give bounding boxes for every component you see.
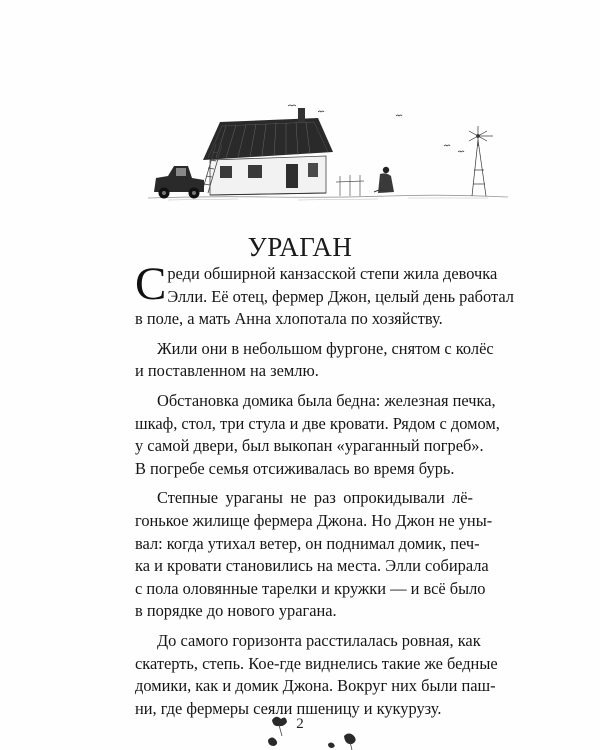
text-line: Обстановка домика была бедна: железная печка, — [157, 390, 496, 410]
chapter-text — [135, 258, 514, 720]
paragraph — [135, 390, 500, 480]
page-number: 2 — [296, 716, 304, 732]
text-line: ка и кровати становились на места. Элли собирала — [135, 556, 489, 576]
woman-figure-icon — [374, 167, 394, 193]
text-line: В погребе семья отсиживалась во время бурь. — [135, 458, 455, 478]
text-line: Жили они в небольшом фургоне, снятом с колёс — [157, 338, 494, 358]
paragraph — [135, 338, 494, 383]
text-line: Элли. Её отец, фермер Джон, целый день работал — [167, 286, 514, 306]
text-line: Степные ураганы не раз опрокидывали лё- — [157, 488, 473, 508]
drop-cap: С — [135, 258, 167, 310]
text-line: с пола оловянные тарелки и кружки — и всё было — [135, 578, 486, 598]
text-line: и поставленном на землю. — [135, 361, 319, 381]
text-line: в поле, а мать Анна хлопотала по хозяйству. — [135, 309, 443, 329]
text-line: вал: когда утихал ветер, он поднимал домик, печ- — [135, 533, 480, 553]
text-line: гонькое жилище фермера Джона. Но Джон не уны- — [135, 510, 493, 530]
text-line: шкаф, стол, три стула и две кровати. Рядом с домом, — [135, 413, 500, 433]
house-roof-icon — [203, 108, 333, 160]
text-line: у самой двери, был выкопан «ураганный погреб». — [135, 436, 484, 456]
paragraph — [135, 258, 514, 331]
truck-icon — [154, 166, 204, 199]
text-line: в порядке до нового урагана. — [135, 601, 337, 621]
text-line: ни, где фермеры сеяли пшеницу и кукурузу. — [135, 698, 442, 718]
text-line: домики, как и домик Джона. Вокруг них были паш- — [135, 676, 496, 696]
windmill-icon — [469, 126, 493, 196]
paragraph — [135, 487, 493, 623]
text-line: До самого горизонта расстилалась ровная, как — [157, 630, 481, 650]
text-line: реди обширной канзасской степи жила девочка — [167, 264, 498, 283]
chapter-title: УРАГАН — [247, 232, 353, 262]
text-line: скатерть, степь. Кое-где виднелись такие же бедные — [135, 653, 498, 673]
farmhouse-illustration — [148, 100, 508, 215]
house-walls — [210, 156, 326, 195]
